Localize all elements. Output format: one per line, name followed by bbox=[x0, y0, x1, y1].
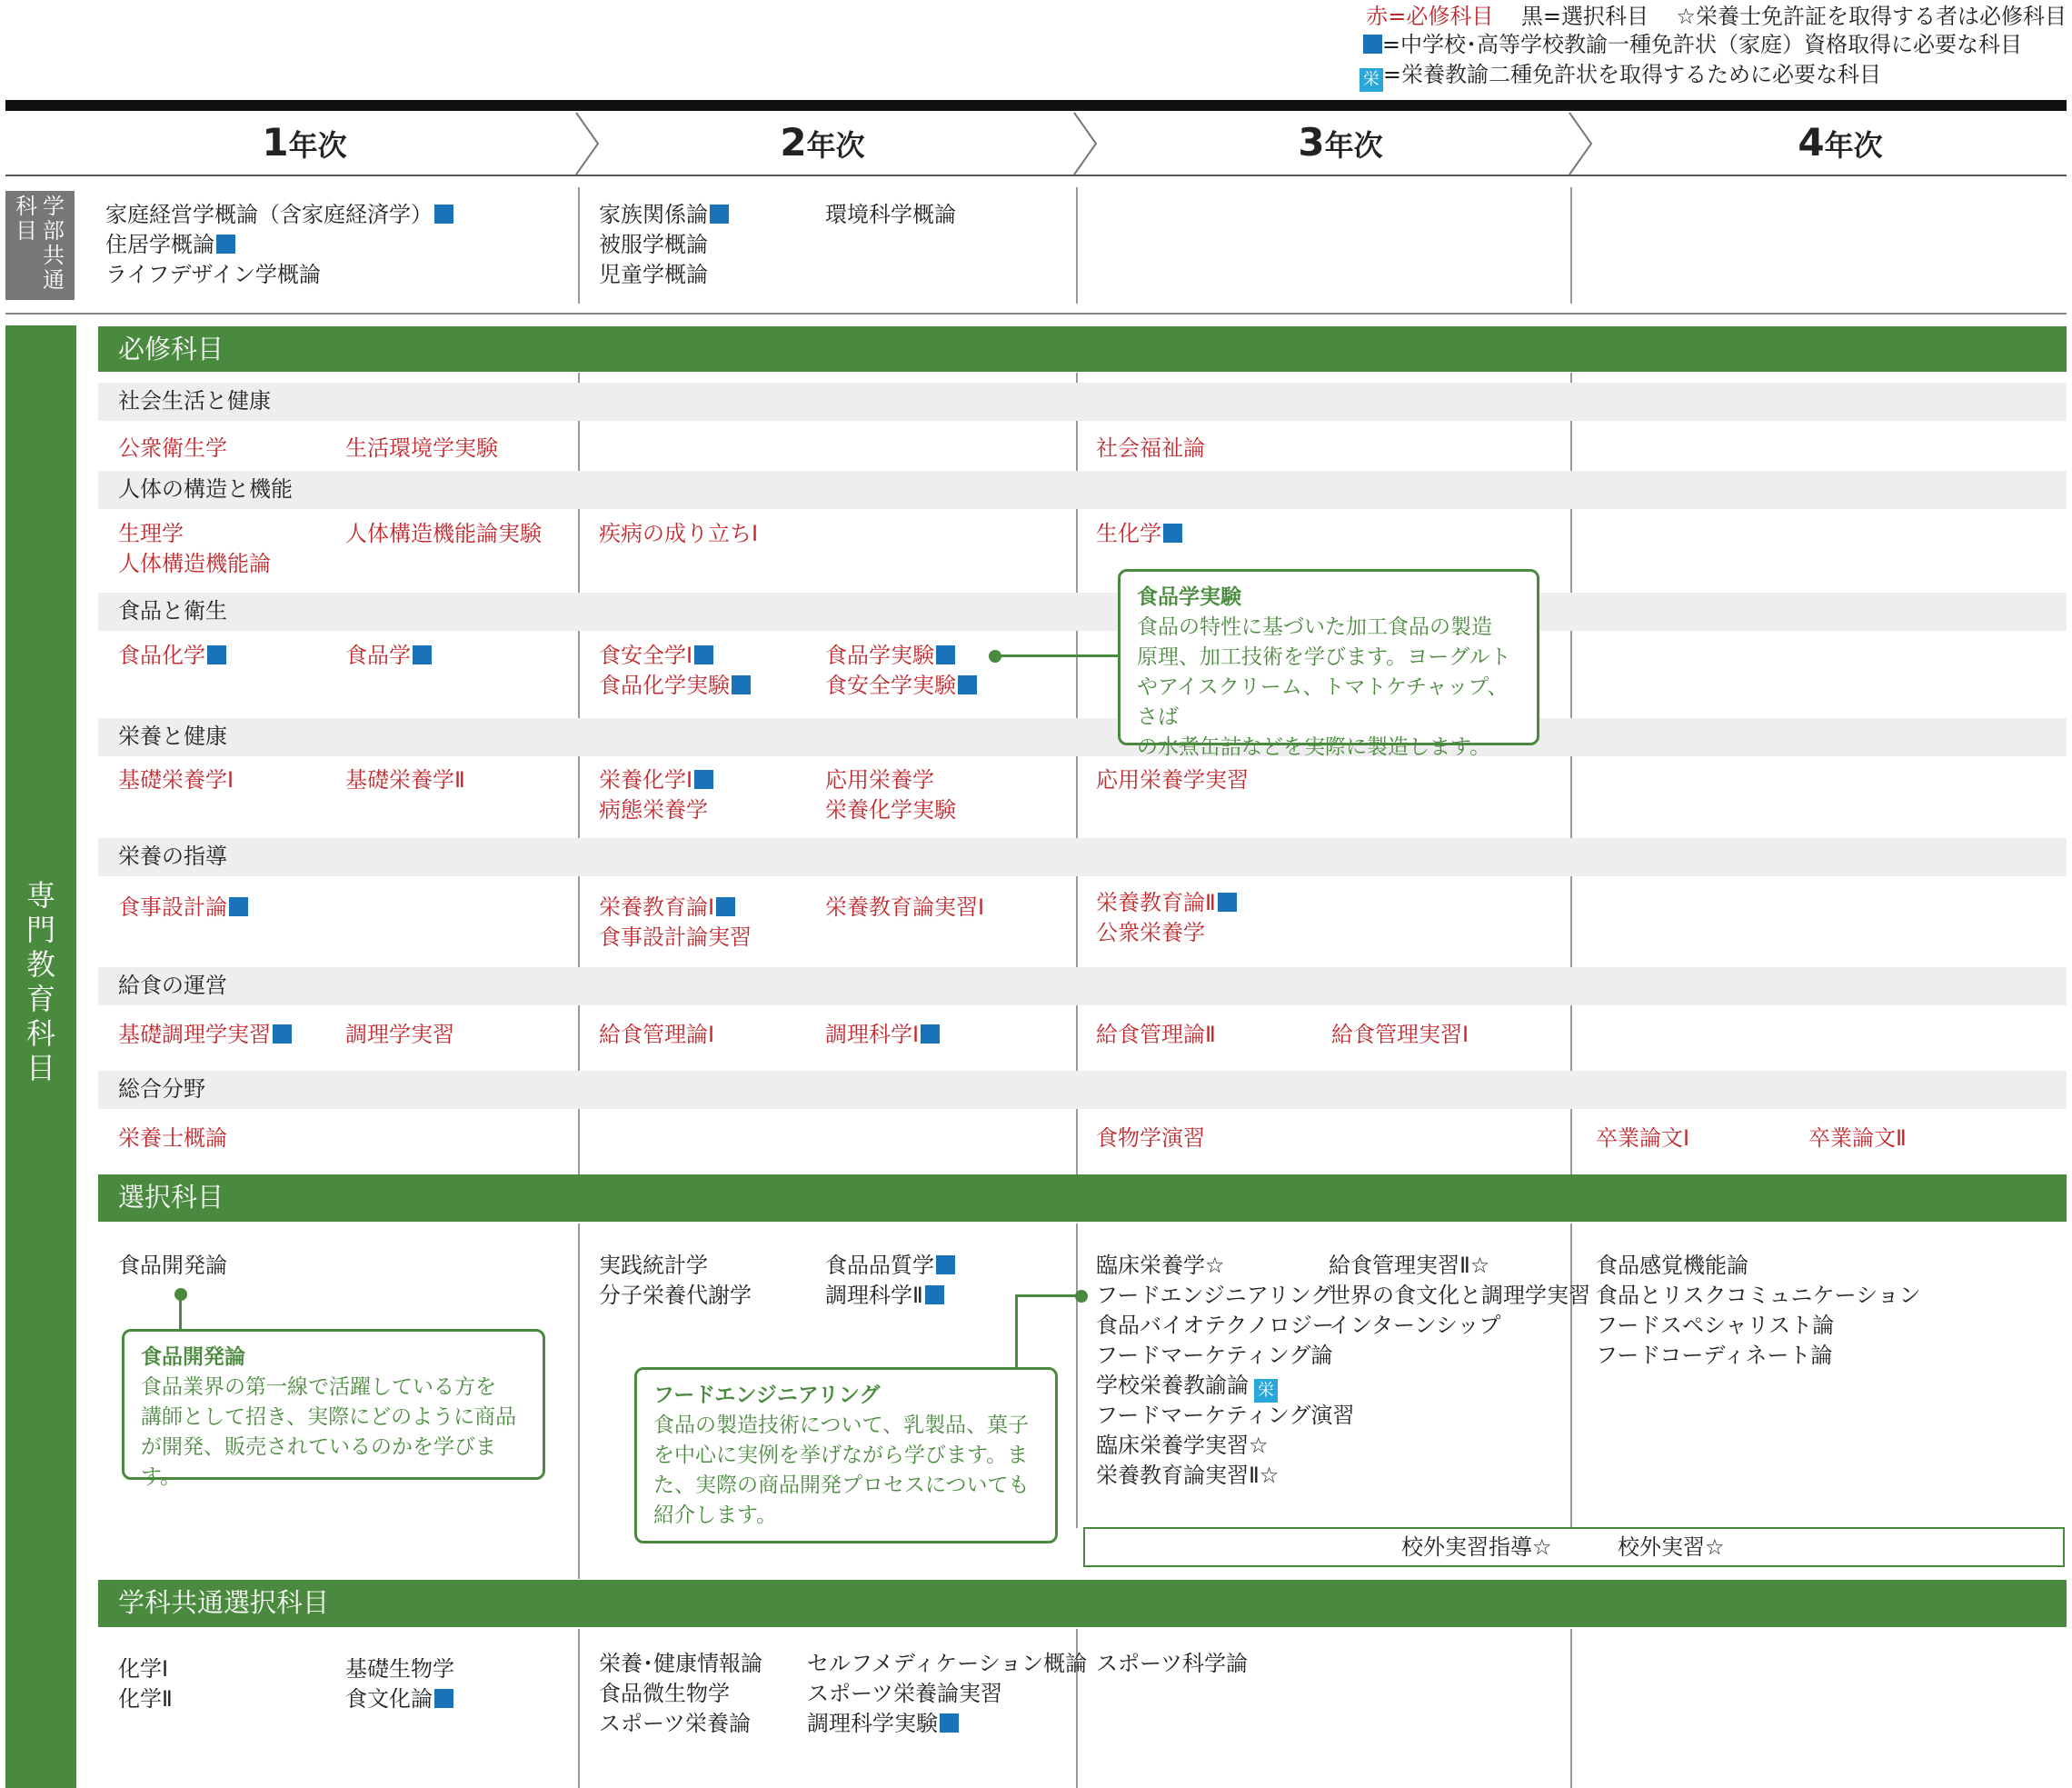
subject: 栄養教育論Ⅱ bbox=[1096, 888, 1237, 918]
subject: 栄養教育論Ⅰ bbox=[599, 893, 735, 923]
subject: 基礎栄養学Ⅰ bbox=[118, 767, 234, 793]
blue-square-icon bbox=[925, 1285, 944, 1304]
subject: 生活環境学実験 bbox=[345, 435, 498, 461]
subject: 基礎生物学 bbox=[345, 1656, 454, 1682]
fc-y1-item-1: 家庭経営学概論（含家庭経済学） bbox=[105, 200, 453, 230]
blue-square-icon bbox=[216, 235, 235, 254]
fc-y1-item-3: ライフデザイン学概論 bbox=[105, 262, 321, 287]
subject: 化学Ⅰ bbox=[118, 1656, 169, 1682]
callout-shokuhin-kaihatsu: 食品開発論 食品業界の第一線で活躍している方を 講師として招き、実際にどのように商品 が開発、販売されているのかを学びます。 bbox=[122, 1329, 545, 1480]
legend-elective: 黒=選択科目 bbox=[1520, 4, 1649, 29]
subject: 化学Ⅱ bbox=[118, 1686, 173, 1712]
required-header: 必修科目 bbox=[98, 326, 2067, 372]
category-7: 総合分野 bbox=[118, 1076, 205, 1102]
subject: 臨床栄養学実習☆ bbox=[1096, 1433, 1269, 1458]
common-elective-header: 学科共通選択科目 bbox=[98, 1580, 2067, 1627]
header-bottom-line bbox=[5, 175, 2067, 176]
subject: 卒業論文Ⅱ bbox=[1808, 1125, 1907, 1151]
subject: 実践統計学 bbox=[599, 1253, 708, 1278]
subject: フードエンジニアリング bbox=[1096, 1283, 1333, 1308]
subject: 社会福祉論 bbox=[1096, 435, 1205, 461]
subject: 世界の食文化と調理学実習 bbox=[1329, 1283, 1590, 1308]
legend-eiyo-text: =栄養教諭二種免許状を取得するために必要な科目 bbox=[1382, 62, 1881, 87]
subject: 食品学実験 bbox=[825, 641, 955, 671]
subject: インターンシップ bbox=[1329, 1313, 1501, 1338]
blue-square-icon bbox=[694, 645, 713, 664]
subject: 食品とリスクコミュニケーション bbox=[1596, 1283, 1921, 1308]
subject: 給食管理実習Ⅱ☆ bbox=[1329, 1253, 1490, 1278]
subject: 食品開発論 bbox=[118, 1253, 227, 1278]
eiyo-icon: 栄 bbox=[1254, 1379, 1278, 1403]
subject: 分子栄養代謝学 bbox=[599, 1283, 752, 1308]
subject: 給食管理論Ⅰ bbox=[599, 1022, 715, 1047]
subject: 応用栄養学実習 bbox=[1096, 767, 1249, 793]
legend-line-1 bbox=[1366, 2, 2067, 32]
category-4: 栄養と健康 bbox=[118, 724, 227, 749]
subject: 人体構造機能論 bbox=[118, 551, 271, 576]
subject: 校外実習☆ bbox=[1618, 1534, 1725, 1560]
subject: フードマーケティング演習 bbox=[1096, 1403, 1355, 1428]
blue-square-icon bbox=[936, 1255, 955, 1274]
legend-line-3 bbox=[1360, 60, 1881, 92]
blue-square-icon bbox=[1218, 893, 1237, 912]
specialized-side-label bbox=[5, 325, 76, 1788]
subject: 栄養･健康情報論 bbox=[599, 1651, 762, 1676]
subject: 生化学 bbox=[1096, 519, 1182, 549]
subject: 栄養教育論実習Ⅰ bbox=[825, 894, 985, 920]
blue-square-icon bbox=[434, 205, 453, 224]
fc-y2-item-4: 環境科学概論 bbox=[825, 202, 956, 227]
blue-square-icon bbox=[732, 675, 751, 694]
subject: 基礎調理学実習 bbox=[118, 1020, 292, 1050]
year-header-1: 1年次 bbox=[262, 120, 347, 165]
subject: 栄養化学実験 bbox=[825, 797, 956, 823]
subject: 給食管理実習Ⅰ bbox=[1331, 1022, 1469, 1047]
subject: 人体構造機能論実験 bbox=[345, 521, 542, 546]
fc-y1-item-2: 住居学概論 bbox=[105, 230, 235, 260]
year-header-4: 4年次 bbox=[1798, 120, 1883, 165]
subject: スポーツ科学論 bbox=[1096, 1651, 1249, 1676]
subject: 調理科学Ⅱ bbox=[825, 1281, 944, 1311]
category-3: 食品と衛生 bbox=[118, 598, 227, 624]
blue-square-icon bbox=[940, 1713, 959, 1733]
faculty-common-label: 科 目 学 部 共 通 bbox=[5, 191, 75, 300]
blue-square-icon bbox=[1163, 524, 1182, 543]
legend-star: ☆栄養士免許証を取得する者は必修科目 bbox=[1676, 4, 2067, 29]
subject: 食事設計論実習 bbox=[599, 924, 752, 950]
subject: 食品品質学 bbox=[825, 1251, 955, 1281]
category-1: 社会生活と健康 bbox=[118, 388, 271, 414]
fc-y2-item-1: 家族関係論 bbox=[599, 200, 729, 230]
subject: フードスペシャリスト論 bbox=[1596, 1313, 1835, 1338]
subject: 食品化学 bbox=[118, 641, 226, 671]
callout-food-engineering: フードエンジニアリング 食品の製造技術について、乳製品、菓子 を中心に実例を挙げながら学びます。ま た、実際の商品開発プロセスについても 紹介します。 bbox=[634, 1367, 1058, 1543]
external-practice-box bbox=[1083, 1527, 2065, 1567]
subject: 生理学 bbox=[118, 521, 184, 546]
subject: 調理学実習 bbox=[345, 1022, 454, 1047]
subject: 食事設計論 bbox=[118, 893, 248, 923]
subject: 校外実習指導☆ bbox=[1401, 1534, 1552, 1560]
subject: 調理科学実験 bbox=[807, 1709, 959, 1739]
subject: フードマーケティング論 bbox=[1096, 1343, 1333, 1368]
subject: 食物学演習 bbox=[1096, 1125, 1205, 1151]
blue-square-icon bbox=[434, 1689, 453, 1708]
blue-square-icon bbox=[958, 675, 977, 694]
year-header-2: 2年次 bbox=[780, 120, 865, 165]
subject: スポーツ栄養論 bbox=[599, 1711, 752, 1736]
category-6: 給食の運営 bbox=[118, 973, 227, 998]
year-header-3: 3年次 bbox=[1298, 120, 1383, 165]
subject: 基礎栄養学Ⅱ bbox=[345, 767, 465, 793]
blue-square-icon bbox=[207, 645, 226, 664]
year-chevrons bbox=[0, 111, 2072, 176]
subject: 疾病の成り立ちⅠ bbox=[599, 521, 759, 546]
subject: スポーツ栄養論実習 bbox=[807, 1681, 1003, 1706]
category-2: 人体の構造と機能 bbox=[118, 476, 293, 502]
subject: 食文化論 bbox=[345, 1684, 453, 1714]
subject: 給食管理論Ⅱ bbox=[1096, 1022, 1216, 1047]
callout-shokuhin-jikken: 食品学実験 食品の特性に基づいた加工食品の製造 原理、加工技術を学びます。ヨーグルト やアイスクリーム、トマトケチャップ、さば の水煮缶詰などを実際に製造します。 bbox=[1118, 569, 1539, 745]
elective-header: 選択科目 bbox=[98, 1174, 2067, 1222]
fc-y2-item-3: 児童学概論 bbox=[599, 262, 708, 287]
subject: 病態栄養学 bbox=[599, 797, 708, 823]
subject: 食品微生物学 bbox=[599, 1681, 730, 1706]
subject: 公衆衛生学 bbox=[118, 435, 227, 461]
subject: 卒業論文Ⅰ bbox=[1596, 1125, 1690, 1151]
specialized-side-text: 専 門 教 育 科 目 bbox=[25, 878, 55, 1085]
blue-square-icon bbox=[710, 205, 729, 224]
legend-square-text: =中学校･高等学校教諭一種免許状（家庭）資格取得に必要な科目 bbox=[1381, 32, 2022, 57]
blue-square-icon bbox=[694, 770, 713, 789]
subject: 食品学 bbox=[345, 641, 432, 671]
category-5: 栄養の指導 bbox=[118, 844, 227, 869]
subject: 臨床栄養学☆ bbox=[1096, 1253, 1225, 1278]
subject: 栄養士概論 bbox=[118, 1125, 227, 1151]
subject: 学校栄養教諭論 栄 bbox=[1096, 1371, 1278, 1403]
subject: セルフメディケーション概論 bbox=[807, 1651, 1088, 1676]
subject: フードコーディネート論 bbox=[1596, 1343, 1833, 1368]
fc-y2-item-2: 被服学概論 bbox=[599, 232, 708, 257]
header-top-bar bbox=[5, 100, 2067, 111]
subject: 栄養教育論実習Ⅱ☆ bbox=[1096, 1463, 1280, 1488]
subject: 調理科学Ⅰ bbox=[825, 1020, 940, 1050]
subject: 食品感覚機能論 bbox=[1596, 1253, 1748, 1278]
subject: 食安全学Ⅰ bbox=[599, 641, 713, 671]
subject: 食品バイオテクノロジー bbox=[1096, 1313, 1334, 1338]
blue-square-icon bbox=[413, 645, 432, 664]
legend-line-2 bbox=[1363, 30, 2022, 60]
blue-square-icon bbox=[1363, 35, 1382, 54]
legend-required: 赤=必修科目 bbox=[1366, 4, 1494, 29]
subject: 公衆栄養学 bbox=[1096, 920, 1205, 945]
subject: 食安全学実験 bbox=[825, 671, 977, 701]
subject: 栄養化学Ⅰ bbox=[599, 765, 713, 795]
blue-square-icon bbox=[229, 897, 248, 916]
blue-square-icon bbox=[936, 645, 955, 664]
subject: 食品化学実験 bbox=[599, 671, 751, 701]
blue-square-icon bbox=[273, 1024, 292, 1044]
faculty-common-bottom-line bbox=[5, 313, 2067, 315]
blue-square-icon bbox=[921, 1024, 940, 1044]
subject: 応用栄養学 bbox=[825, 767, 934, 793]
eiyo-icon: 栄 bbox=[1360, 68, 1383, 92]
blue-square-icon bbox=[716, 897, 735, 916]
